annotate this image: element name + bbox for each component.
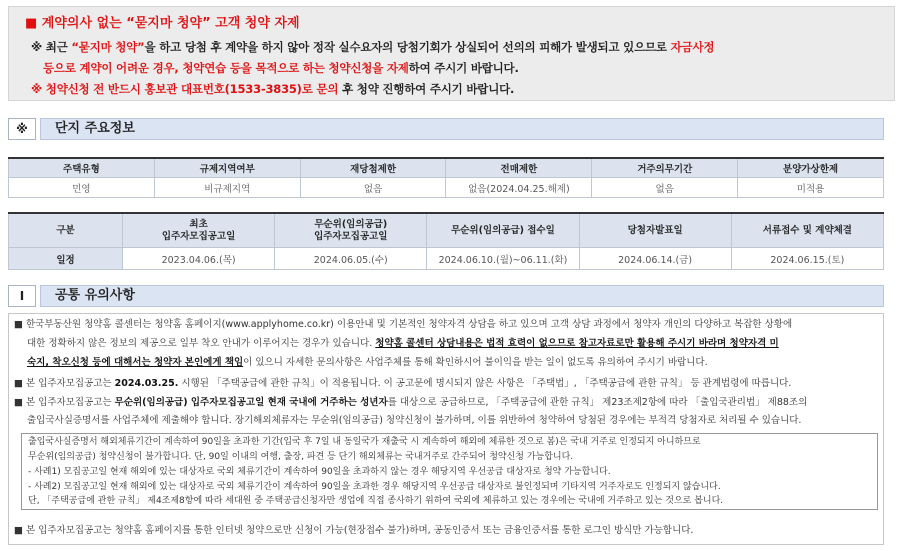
info-cell: 없음(2024.04.25.해제) [446, 178, 592, 198]
info-table-header-row [9, 158, 884, 178]
schedule-header: 무순위(임의공급) 접수일 [427, 213, 579, 248]
schedule-header: 최초 입주자모집공고일 [123, 213, 275, 248]
notice-line-3: ※ 청약신청 전 반드시 홍보관 대표번호(1533-3835)로 문의 후 청약 진행하여 주시기 바랍니다. [31, 82, 515, 96]
schedule-header: 당첨자발표일 [579, 213, 731, 248]
note-line: 대한 정확하지 않은 정보의 제공으로 일부 착오 안내가 이루어지는 경우가 있습니다. 청약홈 콜센터 상담내용은 법적 효력이 없으므로 참고자료로만 활용해 주시기 바라며 청약자격 미 [27, 338, 779, 349]
info-header: 거주의무기간 [592, 158, 738, 178]
notice-line-2: 등으로 계약이 어려운 경우, 청약연습 등을 목적으로 하는 청약신청을 자제하여 주시기 바랍니다. [43, 61, 519, 75]
info-cell: 비규제지역 [154, 178, 300, 198]
section-header-common [8, 285, 884, 307]
schedule-table-header-row [9, 213, 884, 248]
section-mark: ※ [8, 118, 36, 140]
detail-line: - 사례1) 모집공고일 현재 해외에 있는 대상자로 국외 체류기간이 계속하여 90일을 초과하지 않는 경우 해당지역 우선공급 대상자로 청약 가능합니다. [28, 467, 611, 477]
note-line: ■ 본 입주자모집공고는 무순위(임의공급) 입주자모집공고일 현재 국내에 거주하는 성년자를 대상으로 공급하므로, 「주택공급에 관한 규칙」 제23조제2항에 따라 「출입국관리법」 제88조의 [14, 397, 808, 408]
info-header: 전매제한 [446, 158, 592, 178]
info-cell: 없음 [300, 178, 446, 198]
notice-line-1: ※ 최근 “묻지마 청약”을 하고 당첨 후 계약을 하지 않아 정작 실수요자의 당첨기회가 상실되어 선의의 피해가 발생되고 있으므로 자금사정 [31, 40, 715, 54]
info-header: 규제지역여부 [154, 158, 300, 178]
section-mark: I [8, 285, 36, 307]
schedule-cell: 2024.06.10.(월)~06.11.(화) [427, 248, 579, 270]
detail-line: 출입국사실증명서 해외체류기간이 계속하여 90일을 초과한 기간(입국 후 7일 내 동일국가 재출국 시 계속하여 해외에 체류한 것으로 봄)은 국내 거주로 인정되지 아니하므로 [28, 437, 701, 447]
schedule-table [8, 212, 884, 270]
note-line: ■ 본 입주자모집공고는 청약홈 홈페이지를 통한 인터넷 청약으로만 신청이 가능(현장접수 불가)하며, 공동인증서 또는 금융인증서를 통한 로그인 방식만 가능합니다. [14, 525, 694, 536]
schedule-cell: 2024.06.14.(금) [579, 248, 731, 270]
note-line: 숙지, 착오신청 등에 대해서는 청약자 본인에게 책임이 있으니 자세한 문의사항은 사업주체를 통해 확인하시어 불이익을 받는 일이 없도록 유의하여 주시기 바랍니다. [27, 357, 708, 368]
notice-title: ■ 계약의사 없는 “묻지마 청약” 고객 청약 자제 [25, 16, 300, 31]
detail-line: 단, 「주택공급에 관한 규칙」 제4조제8항에 따라 세대원 중 주택공급신청자만 생업에 직접 종사하기 위하여 국외에 체류하고 있는 경우에는 국내에 거주하고 있는 것으로 봅니다. [28, 496, 724, 506]
info-cell: 민영 [9, 178, 155, 198]
note-line: 출입국사실증명서를 사업주체에 제출해야 합니다. 장기해외체류자는 무순위(임의공급) 청약신청이 불가하며, 이를 위반하여 청약하여 당첨된 경우에는 부적격 당첨자로 처리될 수 있습니다. [27, 415, 802, 426]
notice-box [8, 6, 895, 101]
schedule-header: 무순위(임의공급) 입주자모집공고일 [275, 213, 427, 248]
detail-line: 무순위(임의공급) 청약신청이 불가합니다. 단, 90일 이내의 여행, 출장, 파견 등 단기 해외체류는 국내거주로 간주되어 청약신청 가능합니다. [28, 452, 574, 462]
info-header: 주택유형 [9, 158, 155, 178]
note-detail-box [21, 433, 878, 510]
section-header-main-info [8, 118, 884, 140]
schedule-cell: 2024.06.05.(수) [275, 248, 427, 270]
info-cell: 없음 [592, 178, 738, 198]
note-line: ■ 본 입주자모집공고는 2024.03.25. 시행된 「주택공급에 관한 규칙」이 적용됩니다. 이 공고문에 명시되지 않은 사항은 「주택법」, 「주택공급에 관한 규칙」 등 관계법령에 따릅니다. [14, 378, 792, 389]
detail-line: - 사례2) 모집공고일 현재 해외에 있는 대상자로 국외 체류기간이 계속하여 90일을 초과한 경우 해당지역 우선공급 대상자로 불인정되며 기타지역 거주자로도 인정되지 않습니다. [28, 482, 721, 492]
schedule-table-row [9, 248, 884, 270]
section-title: 단지 주요정보 [40, 118, 884, 140]
info-table [8, 157, 884, 198]
info-table-row [9, 178, 884, 198]
schedule-row-label: 일정 [9, 248, 123, 270]
schedule-cell: 2023.04.06.(목) [123, 248, 275, 270]
info-header: 분양가상한제 [738, 158, 884, 178]
schedule-cell: 2024.06.15.(토) [731, 248, 883, 270]
schedule-header: 구분 [9, 213, 123, 248]
info-cell: 미적용 [738, 178, 884, 198]
section-title: 공통 유의사항 [40, 285, 884, 307]
note-line: ■ 한국부동산원 청약홈 콜센터는 청약홈 홈페이지(www.applyhome.co.kr) 이용안내 및 기본적인 청약자격 상담을 하고 있으며 고객 상담 과정에서 청약자 개인의 다양하고 복잡한 상황에 [14, 319, 793, 330]
schedule-header: 서류접수 및 계약체결 [731, 213, 883, 248]
common-notes [8, 313, 884, 545]
info-header: 재당첨제한 [300, 158, 446, 178]
